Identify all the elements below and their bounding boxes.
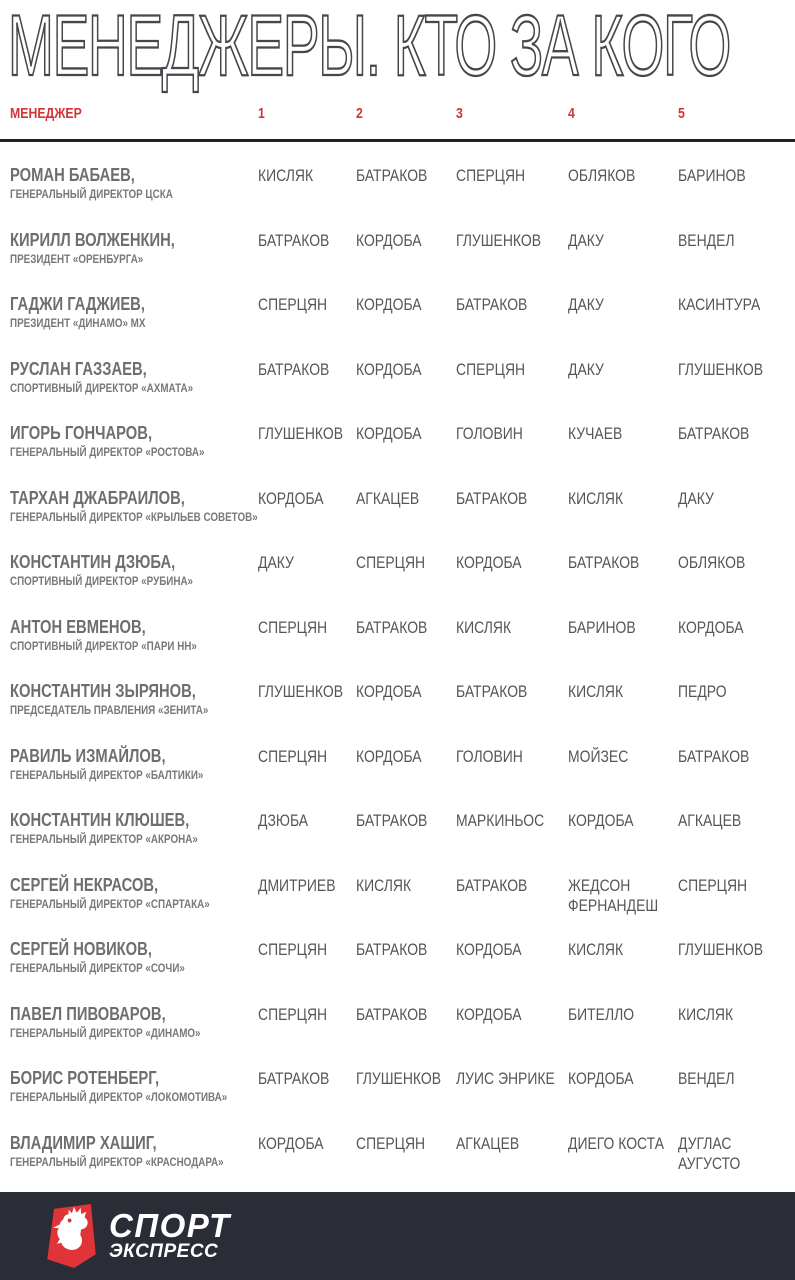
manager-name: РОМАН БАБАЕВ, xyxy=(10,165,135,185)
pick-cell: БАТРАКОВ xyxy=(456,295,528,314)
pick-cell: СПЕРЦЯН xyxy=(258,746,328,766)
pick-cell: ВЕНДЕЛ xyxy=(678,230,735,250)
manager-role: ГЕНЕРАЛЬНЫЙ ДИРЕКТОР «КРЫЛЬЕВ СОВЕТОВ» xyxy=(10,509,258,524)
manager-name: ГАДЖИ ГАДЖИЕВ, xyxy=(10,294,145,314)
pick-cell: МОЙЗЕС xyxy=(568,746,629,766)
manager-cell xyxy=(10,810,258,846)
pick-cell: ГЛУШЕНКОВ xyxy=(258,682,344,701)
pick-cell: КОРДОБА xyxy=(456,553,522,572)
column-header-3: 3 xyxy=(456,105,463,122)
pick-cell: КАСИНТУРА xyxy=(678,295,761,314)
pick-cell: ДАКУ xyxy=(258,553,294,572)
pick-cell: БАТРАКОВ xyxy=(456,875,528,895)
pick-cell: СПЕРЦЯН xyxy=(456,166,526,185)
footer-bar xyxy=(0,1192,795,1280)
pick-cell: БАТРАКОВ xyxy=(456,682,528,701)
manager-cell xyxy=(10,552,258,588)
pick-cell: ПЕДРО xyxy=(678,682,727,701)
pick-cell: КОРДОБА xyxy=(356,230,422,250)
table-row xyxy=(10,359,795,424)
manager-cell xyxy=(10,423,258,459)
column-header-1: 1 xyxy=(258,105,265,122)
manager-role: ПРЕЗИДЕНТ «ОРЕНБУРГА» xyxy=(10,251,144,266)
table-row xyxy=(10,681,795,746)
manager-role: ПРЕДСЕДАТЕЛЬ ПРАВЛЕНИЯ «ЗЕНИТА» xyxy=(10,703,209,717)
pick-cell: ГЛУШЕНКОВ xyxy=(456,230,542,250)
manager-role: ГЕНЕРАЛЬНЫЙ ДИРЕКТОР «ЛОКОМОТИВА» xyxy=(10,1090,228,1104)
manager-name: РУСЛАН ГАЗЗАЕВ, xyxy=(10,358,147,379)
manager-name: СЕРГЕЙ НЕКРАСОВ, xyxy=(10,874,159,895)
pick-cell: КОРДОБА xyxy=(356,359,422,379)
table-row xyxy=(10,746,795,811)
brand-line2: ЭКСПРЕСС xyxy=(109,1240,219,1262)
pick-cell: ДУГЛАС АУГУСТО xyxy=(678,1133,741,1173)
pick-cell: ДАКУ xyxy=(568,295,604,314)
manager-role: ГЕНЕРАЛЬНЫЙ ДИРЕКТОР «СПАРТАКА» xyxy=(10,896,210,911)
pick-cell: КОРДОБА xyxy=(456,940,522,959)
manager-name: КИРИЛЛ ВОЛЖЕНКИН, xyxy=(10,229,175,250)
manager-cell xyxy=(10,681,258,717)
pick-cell: КУЧАЕВ xyxy=(568,424,623,443)
manager-cell xyxy=(10,875,258,911)
pick-cell: БАТРАКОВ xyxy=(258,1069,330,1088)
manager-role: ГЕНЕРАЛЬНЫЙ ДИРЕКТОР «ДИНАМО» xyxy=(10,1025,201,1040)
pick-cell: БАТРАКОВ xyxy=(356,617,428,637)
pick-cell: ДАКУ xyxy=(678,488,714,508)
pick-cell: БАТРАКОВ xyxy=(678,746,750,766)
pick-cell: КОРДОБА xyxy=(356,424,422,443)
pick-cell: КИСЛЯК xyxy=(456,617,512,637)
pick-cell: БАТРАКОВ xyxy=(356,811,428,830)
table-row xyxy=(10,1068,795,1133)
pick-cell: СПЕРЦЯН xyxy=(258,1004,328,1024)
manager-cell xyxy=(10,1004,258,1040)
pick-cell: КИСЛЯК xyxy=(568,940,624,959)
pick-cell: КОРДОБА xyxy=(678,617,744,637)
pick-cell: БАТРАКОВ xyxy=(678,424,750,443)
manager-role: ГЕНЕРАЛЬНЫЙ ДИРЕКТОР «РОСТОВА» xyxy=(10,445,205,459)
pick-cell: КОРДОБА xyxy=(258,488,324,508)
manager-role: ГЕНЕРАЛЬНЫЙ ДИРЕКТОР ЦСКА xyxy=(10,187,173,201)
pick-cell: СПЕРЦЯН xyxy=(258,295,328,314)
pick-cell: КИСЛЯК xyxy=(356,875,412,895)
pick-cell: ГЛУШЕНКОВ xyxy=(678,940,764,959)
pick-cell: КОРДОБА xyxy=(356,682,422,701)
pick-cell: СПЕРЦЯН xyxy=(258,617,328,637)
manager-name: КОНСТАНТИН ЗЫРЯНОВ, xyxy=(10,681,196,701)
manager-name: АНТОН ЕВМЕНОВ, xyxy=(10,616,146,637)
table-row xyxy=(10,810,795,875)
table-row xyxy=(10,617,795,682)
pick-cell: ЖЕДСОН ФЕРНАНДЕШ xyxy=(568,875,659,915)
manager-role: ПРЕЗИДЕНТ «ДИНАМО» МХ xyxy=(10,316,146,330)
column-header-5: 5 xyxy=(678,105,685,122)
pick-cell: СПЕРЦЯН xyxy=(678,875,748,895)
pick-cell: ГЛУШЕНКОВ xyxy=(678,359,764,379)
pick-cell: БАТРАКОВ xyxy=(568,553,640,572)
manager-cell xyxy=(10,165,258,201)
manager-name: ТАРХАН ДЖАБРАИЛОВ, xyxy=(10,487,185,508)
manager-cell xyxy=(10,230,258,266)
header-divider xyxy=(0,139,795,142)
table-row xyxy=(10,1133,795,1198)
pick-cell: МАРКИНЬОС xyxy=(456,811,545,830)
manager-role: ГЕНЕРАЛЬНЫЙ ДИРЕКТОР «АКРОНА» xyxy=(10,832,198,846)
page-title: МЕНЕДЖЕРЫ. КТО ЗА КОГО xyxy=(8,0,731,94)
manager-name: ИГОРЬ ГОНЧАРОВ, xyxy=(10,423,153,443)
rooster-icon xyxy=(47,1204,96,1268)
pick-cell: АГКАЦЕВ xyxy=(456,1133,520,1153)
pick-cell: ОБЛЯКОВ xyxy=(678,553,746,572)
table-row xyxy=(10,230,795,295)
pick-cell: КОРДОБА xyxy=(356,295,422,314)
manager-name: БОРИС РОТЕНБЕРГ, xyxy=(10,1068,160,1088)
pick-cell: КИСЛЯК xyxy=(568,682,624,701)
brand-wordmark xyxy=(109,1206,231,1262)
table-row xyxy=(10,552,795,617)
manager-cell xyxy=(10,939,258,975)
table-row xyxy=(10,165,795,230)
pick-cell: БАРИНОВ xyxy=(568,617,636,637)
pick-cell: КОРДОБА xyxy=(568,811,634,830)
pick-cell: БАТРАКОВ xyxy=(258,359,330,379)
manager-role: ГЕНЕРАЛЬНЫЙ ДИРЕКТОР «БАЛТИКИ» xyxy=(10,767,204,782)
brand-line1: СПОРТ xyxy=(109,1206,231,1244)
table-row xyxy=(10,294,795,359)
manager-name: КОНСТАНТИН КЛЮШЕВ, xyxy=(10,810,190,830)
pick-cell: КИСЛЯК xyxy=(568,488,624,508)
column-header-4: 4 xyxy=(568,105,575,122)
manager-cell xyxy=(10,1133,258,1169)
manager-name: ВЛАДИМИР ХАШИГ, xyxy=(10,1132,157,1153)
pick-cell: ГЛУШЕНКОВ xyxy=(258,424,344,443)
pick-cell: СПЕРЦЯН xyxy=(258,940,328,959)
manager-role: СПОРТИВНЫЙ ДИРЕКТОР «РУБИНА» xyxy=(10,574,194,588)
pick-cell: БАРИНОВ xyxy=(678,166,746,185)
manager-cell xyxy=(10,359,258,395)
pick-cell: БАТРАКОВ xyxy=(258,230,330,250)
table-header xyxy=(10,105,795,122)
pick-cell: КИСЛЯК xyxy=(258,166,314,185)
pick-cell: ЛУИС ЭНРИКЕ xyxy=(456,1069,555,1088)
table-rows xyxy=(10,165,795,1197)
manager-name: КОНСТАНТИН ДЗЮБА, xyxy=(10,552,176,572)
pick-cell: ВЕНДЕЛ xyxy=(678,1069,735,1088)
pick-cell: ДАКУ xyxy=(568,359,604,379)
table-row xyxy=(10,423,795,488)
manager-cell xyxy=(10,746,258,782)
pick-cell: ДЗЮБА xyxy=(258,811,309,830)
manager-name: РАВИЛЬ ИЗМАЙЛОВ, xyxy=(10,745,166,766)
manager-name: СЕРГЕЙ НОВИКОВ, xyxy=(10,939,152,959)
manager-role: ГЕНЕРАЛЬНЫЙ ДИРЕКТОР «КРАСНОДАРА» xyxy=(10,1154,224,1169)
pick-cell: АГКАЦЕВ xyxy=(678,811,742,830)
table-row xyxy=(10,939,795,1004)
pick-cell: КОРДОБА xyxy=(568,1069,634,1088)
table-row xyxy=(10,875,795,940)
pick-cell: КОРДОБА xyxy=(456,1004,522,1024)
pick-cell: СПЕРЦЯН xyxy=(456,359,526,379)
pick-cell: ГОЛОВИН xyxy=(456,746,523,766)
manager-role: СПОРТИВНЫЙ ДИРЕКТОР «АХМАТА» xyxy=(10,380,194,395)
pick-cell: БАТРАКОВ xyxy=(456,488,528,508)
pick-cell: АГКАЦЕВ xyxy=(356,488,420,508)
pick-cell: КОРДОБА xyxy=(258,1133,324,1153)
column-header-manager: МЕНЕДЖЕР xyxy=(10,105,82,122)
manager-role: ГЕНЕРАЛЬНЫЙ ДИРЕКТОР «СОЧИ» xyxy=(10,961,185,975)
pick-cell: ДМИТРИЕВ xyxy=(258,875,336,895)
pick-cell: ОБЛЯКОВ xyxy=(568,166,636,185)
manager-role: СПОРТИВНЫЙ ДИРЕКТОР «ПАРИ НН» xyxy=(10,638,197,653)
pick-cell: ГЛУШЕНКОВ xyxy=(356,1069,442,1088)
manager-cell xyxy=(10,488,258,524)
pick-cell: БИТЕЛЛО xyxy=(568,1004,635,1024)
pick-cell: КОРДОБА xyxy=(356,746,422,766)
pick-cell: СПЕРЦЯН xyxy=(356,1133,426,1153)
pick-cell: БАТРАКОВ xyxy=(356,1004,428,1024)
table-row xyxy=(10,488,795,553)
pick-cell: СПЕРЦЯН xyxy=(356,553,426,572)
pick-cell: БАТРАКОВ xyxy=(356,166,428,185)
column-header-2: 2 xyxy=(356,105,363,122)
manager-cell xyxy=(10,294,258,330)
pick-cell: ГОЛОВИН xyxy=(456,424,523,443)
manager-cell xyxy=(10,617,258,653)
pick-cell: ДАКУ xyxy=(568,230,604,250)
pick-cell: БАТРАКОВ xyxy=(356,940,428,959)
manager-cell xyxy=(10,1068,258,1104)
manager-name: ПАВЕЛ ПИВОВАРОВ, xyxy=(10,1003,166,1024)
pick-cell: ДИЕГО КОСТА xyxy=(568,1133,665,1153)
pick-cell: КИСЛЯК xyxy=(678,1004,734,1024)
table-row xyxy=(10,1004,795,1069)
